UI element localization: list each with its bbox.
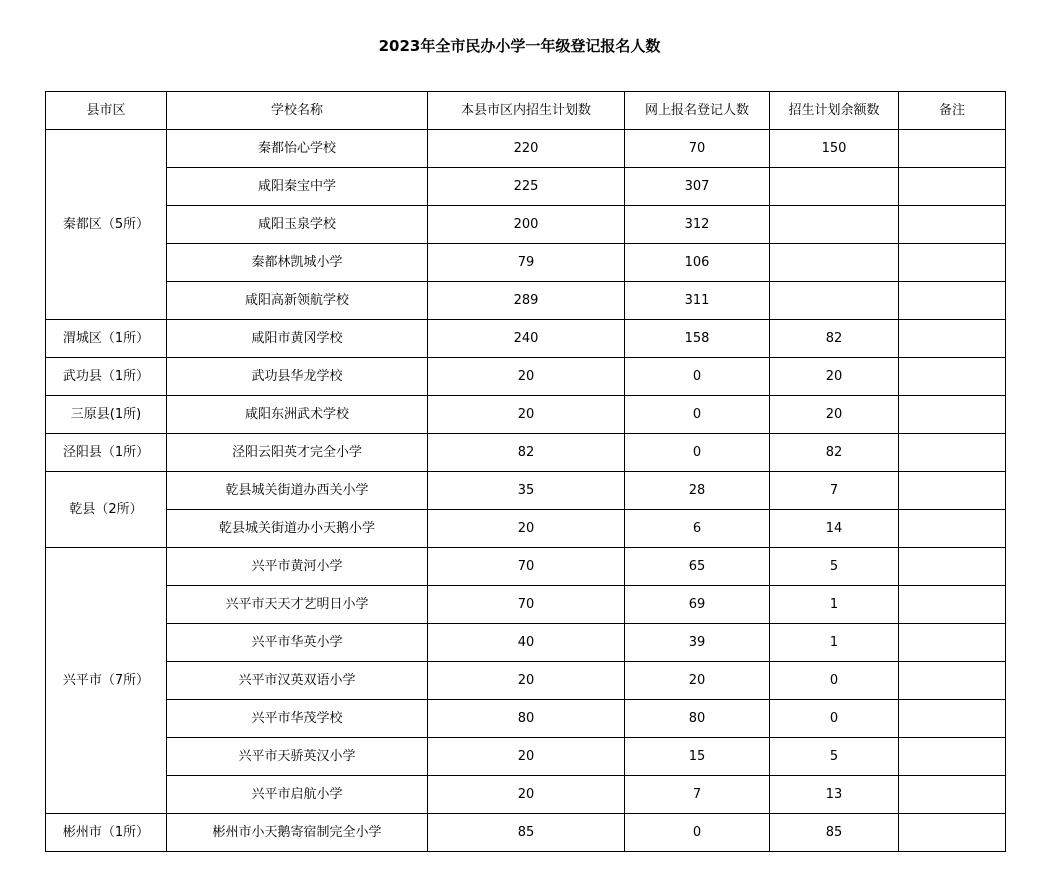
table-row (46, 548, 1006, 586)
header-remaining: 招生计划余额数 (770, 92, 899, 130)
registered-cell: 158 (625, 320, 770, 358)
table-row (46, 586, 1006, 624)
remaining-cell: 150 (770, 130, 899, 168)
registered-cell: 69 (625, 586, 770, 624)
remaining-cell: 0 (770, 700, 899, 738)
plan-cell: 79 (428, 244, 625, 282)
remaining-cell: 82 (770, 434, 899, 472)
school-name-cell: 兴平市汉英双语小学 (167, 662, 428, 700)
page-title: 2023年全市民办小学一年级登记报名人数 (378, 37, 661, 55)
note-cell (899, 130, 1006, 168)
note-cell (899, 738, 1006, 776)
plan-cell: 225 (428, 168, 625, 206)
table-row (46, 814, 1006, 852)
note-cell (899, 700, 1006, 738)
header-school-name: 学校名称 (167, 92, 428, 130)
school-name-cell: 兴平市黄河小学 (167, 548, 428, 586)
school-name-cell: 咸阳东洲武术学校 (167, 396, 428, 434)
table-row (46, 206, 1006, 244)
remaining-cell: 5 (770, 548, 899, 586)
remaining-cell (770, 168, 899, 206)
plan-cell: 40 (428, 624, 625, 662)
school-name-cell: 乾县城关街道办西关小学 (167, 472, 428, 510)
registered-cell: 106 (625, 244, 770, 282)
remaining-cell: 20 (770, 396, 899, 434)
registered-cell: 65 (625, 548, 770, 586)
note-cell (899, 282, 1006, 320)
note-cell (899, 434, 1006, 472)
note-cell (899, 776, 1006, 814)
plan-cell: 70 (428, 548, 625, 586)
school-name-cell: 武功县华龙学校 (167, 358, 428, 396)
registered-cell: 70 (625, 130, 770, 168)
plan-cell: 70 (428, 586, 625, 624)
school-name-cell: 秦都林凯城小学 (167, 244, 428, 282)
note-cell (899, 814, 1006, 852)
registered-cell: 0 (625, 434, 770, 472)
table-header-row (46, 92, 1006, 130)
district-cell: 乾县（2所） (46, 472, 167, 548)
header-district: 县市区 (46, 92, 167, 130)
school-name-cell: 咸阳高新领航学校 (167, 282, 428, 320)
remaining-cell (770, 244, 899, 282)
registered-cell: 307 (625, 168, 770, 206)
note-cell (899, 320, 1006, 358)
plan-cell: 20 (428, 358, 625, 396)
table-row (46, 130, 1006, 168)
table-row (46, 358, 1006, 396)
registered-cell: 15 (625, 738, 770, 776)
school-name-cell: 秦都怡心学校 (167, 130, 428, 168)
school-name-cell: 乾县城关街道办小天鹅小学 (167, 510, 428, 548)
note-cell (899, 586, 1006, 624)
plan-cell: 20 (428, 396, 625, 434)
school-name-cell: 彬州市小天鹅寄宿制完全小学 (167, 814, 428, 852)
remaining-cell: 1 (770, 586, 899, 624)
registered-cell: 311 (625, 282, 770, 320)
registered-cell: 7 (625, 776, 770, 814)
remaining-cell: 85 (770, 814, 899, 852)
school-name-cell: 兴平市天骄英汉小学 (167, 738, 428, 776)
note-cell (899, 396, 1006, 434)
remaining-cell: 7 (770, 472, 899, 510)
note-cell (899, 472, 1006, 510)
note-cell (899, 548, 1006, 586)
district-cell: 泾阳县（1所） (46, 434, 167, 472)
note-cell (899, 662, 1006, 700)
table-body (46, 130, 1006, 852)
plan-cell: 20 (428, 662, 625, 700)
remaining-cell: 82 (770, 320, 899, 358)
note-cell (899, 206, 1006, 244)
note-cell (899, 624, 1006, 662)
school-name-cell: 兴平市华英小学 (167, 624, 428, 662)
header-plan: 本县市区内招生计划数 (428, 92, 625, 130)
district-cell: 渭城区（1所） (46, 320, 167, 358)
plan-cell: 85 (428, 814, 625, 852)
plan-cell: 200 (428, 206, 625, 244)
district-cell: 兴平市（7所） (46, 548, 167, 814)
remaining-cell (770, 282, 899, 320)
district-cell: 三原县(1所) (46, 396, 167, 434)
table-row (46, 282, 1006, 320)
note-cell (899, 510, 1006, 548)
table-row (46, 662, 1006, 700)
registered-cell: 0 (625, 396, 770, 434)
table-row (46, 624, 1006, 662)
school-name-cell: 泾阳云阳英才完全小学 (167, 434, 428, 472)
table-row (46, 472, 1006, 510)
remaining-cell (770, 206, 899, 244)
school-name-cell: 咸阳秦宝中学 (167, 168, 428, 206)
table-row (46, 434, 1006, 472)
note-cell (899, 244, 1006, 282)
plan-cell: 82 (428, 434, 625, 472)
school-name-cell: 咸阳市黄冈学校 (167, 320, 428, 358)
school-name-cell: 兴平市启航小学 (167, 776, 428, 814)
remaining-cell: 13 (770, 776, 899, 814)
registered-cell: 20 (625, 662, 770, 700)
district-cell: 秦都区（5所） (46, 130, 167, 320)
table-row (46, 700, 1006, 738)
table-row (46, 776, 1006, 814)
plan-cell: 220 (428, 130, 625, 168)
plan-cell: 20 (428, 738, 625, 776)
note-cell (899, 168, 1006, 206)
plan-cell: 289 (428, 282, 625, 320)
registration-table (45, 91, 1006, 852)
table-row (46, 168, 1006, 206)
registered-cell: 6 (625, 510, 770, 548)
note-cell (899, 358, 1006, 396)
remaining-cell: 20 (770, 358, 899, 396)
plan-cell: 20 (428, 776, 625, 814)
registered-cell: 28 (625, 472, 770, 510)
plan-cell: 80 (428, 700, 625, 738)
school-name-cell: 兴平市华茂学校 (167, 700, 428, 738)
district-cell: 彬州市（1所） (46, 814, 167, 852)
registered-cell: 0 (625, 814, 770, 852)
school-name-cell: 咸阳玉泉学校 (167, 206, 428, 244)
registered-cell: 80 (625, 700, 770, 738)
registered-cell: 312 (625, 206, 770, 244)
table-row (46, 244, 1006, 282)
table-row (46, 738, 1006, 776)
remaining-cell: 5 (770, 738, 899, 776)
district-cell: 武功县（1所） (46, 358, 167, 396)
remaining-cell: 1 (770, 624, 899, 662)
remaining-cell: 14 (770, 510, 899, 548)
plan-cell: 240 (428, 320, 625, 358)
registered-cell: 0 (625, 358, 770, 396)
plan-cell: 20 (428, 510, 625, 548)
header-registered: 网上报名登记人数 (625, 92, 770, 130)
table-row (46, 320, 1006, 358)
school-name-cell: 兴平市天天才艺明日小学 (167, 586, 428, 624)
registered-cell: 39 (625, 624, 770, 662)
table-row (46, 510, 1006, 548)
header-note: 备注 (899, 92, 1006, 130)
remaining-cell: 0 (770, 662, 899, 700)
table-row (46, 396, 1006, 434)
plan-cell: 35 (428, 472, 625, 510)
